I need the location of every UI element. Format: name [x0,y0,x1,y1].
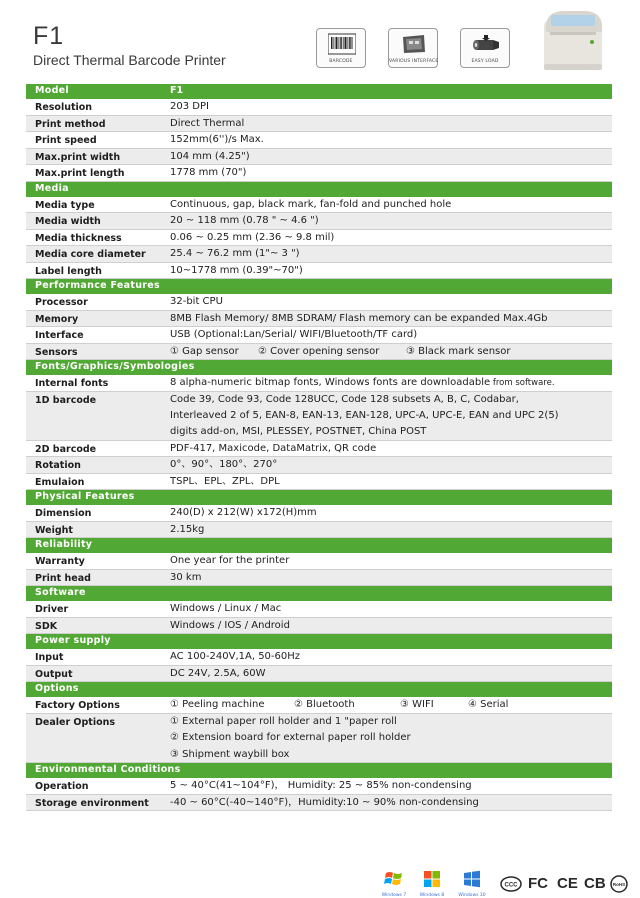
header-label: Model [35,85,69,96]
option-item: ④ Serial [468,699,509,711]
fc-cert-logo: FC [528,875,548,892]
spec-label: Input [35,652,64,664]
table-row [26,505,612,522]
spec-label: Operation [35,781,89,793]
spec-label: Warranty [35,556,85,568]
table-row [26,197,612,214]
paper-roll-icon [472,33,500,55]
section-header [26,360,612,375]
spec-label: Dimension [35,508,92,520]
section-title: Software [35,587,86,599]
spec-label: Max.print width [35,151,121,163]
spec-label: Dealer Options [35,716,116,728]
spec-value-line: 152mm(6'')/s Max. [170,134,264,145]
spec-label: Print speed [35,135,97,146]
spec-value [170,781,606,794]
spec-label: Print method [35,118,106,130]
windows10-icon [462,870,482,888]
table-row [26,553,612,570]
spec-value-line: Code 39, Code 93, Code 128UCC, Code 128 subsets A, B, C, Codabar, [170,393,519,405]
table-row [26,344,612,361]
windows7-icon [384,870,404,888]
spec-value [170,330,606,343]
spec-label: SDK [35,620,58,632]
easy-load-feature-badge [460,28,510,68]
spec-value-suffix: from software. [490,378,555,388]
spec-value [170,233,606,246]
spec-value-line: One year for the printer [170,555,290,567]
table-row [26,522,612,539]
footer [0,866,640,898]
section-header [26,279,612,294]
spec-value-line: 1778 mm (70") [170,167,247,178]
table-row [26,327,612,344]
ce-cert-logo: CE [557,875,578,892]
table-row [26,666,612,683]
spec-label: 1D barcode [35,394,97,406]
table-row [26,778,612,795]
section-header [26,538,612,553]
option-item: ② Cover opening sensor [258,345,380,357]
table-row [26,132,612,149]
spec-value [170,135,606,148]
section-title: Media [35,182,69,194]
spec-value-line: 25.4 ~ 76.2 mm (1"~ 3 ") [170,248,300,259]
section-header [26,490,612,505]
spec-value-line: 8 alpha-numeric bitmap fonts, Windows fonts are downloadable [170,377,491,388]
spec-label: Print head [35,572,91,584]
spec-value [170,168,606,181]
table-row [26,99,612,116]
spec-value [170,669,606,682]
spec-value-line: 240(D) x 212(W) x172(H)mm [170,507,317,519]
feature-label: VARIOUS INTERFACE [389,59,439,64]
page-title: F1 [33,22,65,50]
ccc-cert-logo [500,876,522,892]
table-row [26,601,612,618]
spec-value-line: -40 ~ 60°C(-40~140°F)，Humidity:10 ~ 90% non-condensing [170,796,479,808]
spec-value [170,700,606,713]
section-title: Fonts/Graphics/Symbologies [35,361,195,372]
table-row [26,714,612,763]
spec-label: Media type [35,199,95,211]
section-header [26,634,612,649]
os-label: Windows 7 [381,893,407,898]
header-value: F1 [170,85,184,96]
table-row [26,441,612,458]
interfaces-icon [400,33,428,55]
spec-value-line: 104 mm (4.25") [170,150,250,162]
section-title: Physical Features [35,491,135,503]
svg-text:CCC: CCC [504,882,518,889]
spec-label: Media core diameter [35,249,146,260]
windows10-logo [452,870,492,898]
spec-value-line: 5 ~ 40°C(41~104°F)， Humidity: 25 ~ 85% non-condensing [170,780,472,792]
spec-value-line: Windows / Linux / Mac [170,603,282,615]
spec-label: Sensors [35,346,78,358]
spec-value [170,119,606,132]
spec-value [170,444,606,457]
spec-value-line: 2.15kg [170,523,205,535]
section-title: Environmental Conditions [35,764,181,776]
table-row [26,375,612,392]
spec-label: Output [35,668,73,680]
section-header [26,763,612,778]
table-row [26,246,612,263]
option-item: ③ WIFI [400,699,434,711]
spec-value-line: Direct Thermal [170,117,245,129]
cb-cert-logo: CB [584,875,606,892]
table-row [26,618,612,635]
spec-value [170,556,606,569]
spec-label: Rotation [35,460,81,472]
spec-label: Media width [35,216,101,227]
section-title: Reliability [35,539,93,551]
section-title: Power supply [35,635,111,647]
spec-value-line: ② Extension board for external paper roll holder [170,732,411,744]
section-title: Performance Features [35,280,160,291]
spec-value [170,460,606,473]
table-row [26,311,612,328]
os-label: Windows 8 [419,893,445,898]
table-row [26,213,612,230]
spec-value [170,717,606,763]
spec-value [170,249,606,262]
option-item: ③ Black mark sensor [406,345,511,357]
spec-value-line: USB (Optional:Lan/Serial/ WIFI/Bluetooth/TF card) [170,329,418,340]
interface-feature-badge [388,28,438,68]
spec-value [170,525,606,538]
spec-value [170,297,606,310]
barcode-feature-badge [316,28,366,68]
table-header-row [26,84,612,99]
spec-value-line: ① External paper roll holder and 1 "paper roll [170,715,397,727]
spec-value [170,266,606,279]
spec-value [170,200,606,213]
spec-value-line: PDF-417, Maxicode, DataMatrix, QR code [170,442,377,454]
spec-value-line: 203 DPI [170,101,209,112]
section-header [26,586,612,601]
table-row [26,649,612,666]
spec-label: Resolution [35,102,93,113]
spec-value [170,216,606,229]
table-row [26,474,612,491]
spec-label: Media thickness [35,232,122,244]
spec-value-line: 10~1778 mm (0.39"~70") [170,264,303,276]
table-row [26,795,612,812]
table-row [26,116,612,133]
spec-table-body [26,99,612,811]
spec-value-line: 20 ~ 118 mm (0.78 " ~ 4.6 ") [170,215,319,226]
feature-label: BARCODE [329,59,353,64]
spec-label: Processor [35,297,88,308]
spec-value-line: Windows / IOS / Android [170,619,290,631]
spec-value [170,477,606,490]
spec-label: Driver [35,604,69,616]
spec-value [170,621,606,634]
section-header [26,182,612,197]
spec-value-line: 32-bit CPU [170,296,223,307]
spec-value [170,314,606,327]
spec-label: Internal fonts [35,378,109,389]
spec-value-line: 0°、90°、180°、270° [170,459,278,471]
table-row [26,457,612,474]
spec-label: Label length [35,265,102,277]
option-item: ① Gap sensor [170,345,239,357]
section-header [26,682,612,697]
table-row [26,165,612,182]
windows7-logo [374,870,414,898]
spec-value-line: DC 24V, 2.5A, 60W [170,667,266,679]
section-title: Options [35,683,79,695]
table-row [26,149,612,166]
spec-value-line: 0.06 ~ 0.25 mm (2.36 ~ 9.8 mil) [170,231,335,243]
table-row [26,697,612,714]
spec-value [170,152,606,165]
product-subtitle: Direct Thermal Barcode Printer [33,52,226,68]
os-label: Windows 10 [458,893,486,898]
table-row [26,392,612,441]
spec-value [170,347,606,360]
spec-value-line: digits add-on, MSI, PLESSEY, POSTNET, China POST [170,426,427,438]
spec-table [26,84,612,811]
windows8-icon [422,870,442,888]
spec-value-line: Continuous, gap, black mark, fan-fold and punched hole [170,198,452,210]
table-row [26,263,612,280]
spec-value-line: 8MB Flash Memory/ 8MB SDRAM/ Flash memory can be expanded Max.4Gb [170,312,548,324]
option-item: ① Peeling machine [170,699,265,711]
spec-value-line: 30 km [170,571,202,583]
spec-value [170,604,606,617]
spec-value [170,508,606,521]
printer-product-image [534,6,614,78]
spec-label: Emulaion [35,476,85,488]
spec-value [170,378,606,391]
spec-value [170,573,606,586]
spec-value [170,798,606,811]
spec-value-line: AC 100-240V,1A, 50-60Hz [170,651,301,663]
feature-label: EASY LOAD [471,59,499,64]
spec-value-line: TSPL、EPL、ZPL、DPL [170,475,280,487]
spec-value [170,652,606,665]
option-item: ② Bluetooth [294,699,355,711]
barcode-icon [328,33,356,55]
spec-label: 2D barcode [35,443,97,455]
spec-label: Memory [35,313,79,325]
svg-text:RoHS: RoHS [612,882,626,887]
spec-label: Interface [35,330,84,341]
spec-label: Factory Options [35,700,120,712]
table-row [26,570,612,587]
spec-value [170,395,606,441]
spec-value [170,102,606,115]
table-row [26,294,612,311]
spec-value-line: ③ Shipment waybill box [170,748,290,760]
rohs-cert-logo [610,875,628,893]
spec-label: Weight [35,524,73,536]
windows8-logo [412,870,452,898]
spec-label: Max.print length [35,168,125,179]
spec-label: Storage environment [35,797,149,809]
table-row [26,230,612,247]
spec-value-line: Interleaved 2 of 5, EAN-8, EAN-13, EAN-128, UPC-A, UPC-E, EAN and UPC 2(5) [170,409,559,421]
